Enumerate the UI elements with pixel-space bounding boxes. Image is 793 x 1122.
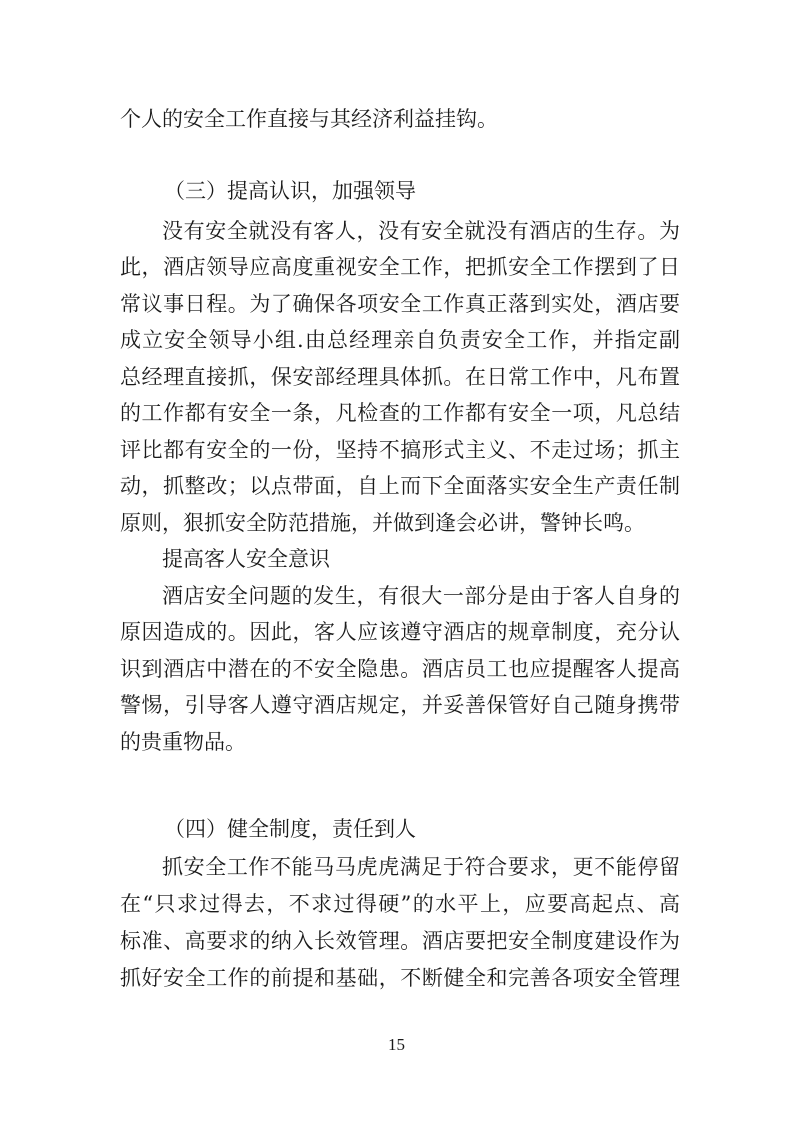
text-line: 个人的安全工作直接与其经济利益挂钩。	[120, 107, 498, 131]
text-line: 标准、高要求的纳入长效管理。酒店要把安全制度建设作为	[120, 929, 680, 953]
page-number: 15	[388, 1035, 405, 1054]
text-line: 的工作都有安全一条，凡检查的工作都有安全一项，凡总结	[120, 401, 680, 425]
text-line: 此，酒店领导应高度重视安全工作，把抓安全工作摆到了日	[120, 255, 680, 279]
text-line: 常议事日程。为了确保各项安全工作真正落到实处，酒店要	[120, 292, 680, 316]
text-line: 识到酒店中潜在的不安全隐患。酒店员工也应提醒客人提高	[120, 657, 680, 681]
text-line: 原则，狠抓安全防范措施，并做到逢会必讲，警钟长鸣。	[120, 511, 645, 535]
section-heading-4: （四）健全制度，责任到人	[164, 817, 416, 841]
text-line: 警惕，引导客人遵守酒店规定，并妥善保管好自己随身携带	[120, 693, 680, 717]
text-line: 动，抓整改；以点带面，自上而下全面落实安全生产责任制	[120, 474, 680, 498]
subheading: 提高客人安全意识	[162, 547, 330, 571]
text-line: 抓安全工作不能马马虎虎满足于符合要求，更不能停留	[162, 855, 680, 879]
text-line: 评比都有安全的一份，坚持不搞形式主义、不走过场；抓主	[120, 438, 680, 462]
text-line: 酒店安全问题的发生，有很大一部分是由于客人自身的	[162, 584, 680, 608]
text-line: 的贵重物品。	[120, 730, 246, 754]
text-line: 在“只求过得去，不求过得硬”的水平上，应要高起点、高	[120, 892, 680, 916]
text-line: 总经理直接抓，保安部经理具体抓。在日常工作中，凡布置	[120, 365, 680, 389]
text-line: 没有安全就没有客人，没有安全就没有酒店的生存。为	[162, 219, 680, 243]
section-heading-3: （三）提高认识，加强领导	[164, 179, 416, 203]
text-line: 抓好安全工作的前提和基础，不断健全和完善各项安全管理	[120, 966, 680, 990]
text-line: 原因造成的。因此，客人应该遵守酒店的规章制度，充分认	[120, 620, 680, 644]
text-line: 成立安全领导小组.由总经理亲自负责安全工作，并指定副	[120, 328, 680, 352]
